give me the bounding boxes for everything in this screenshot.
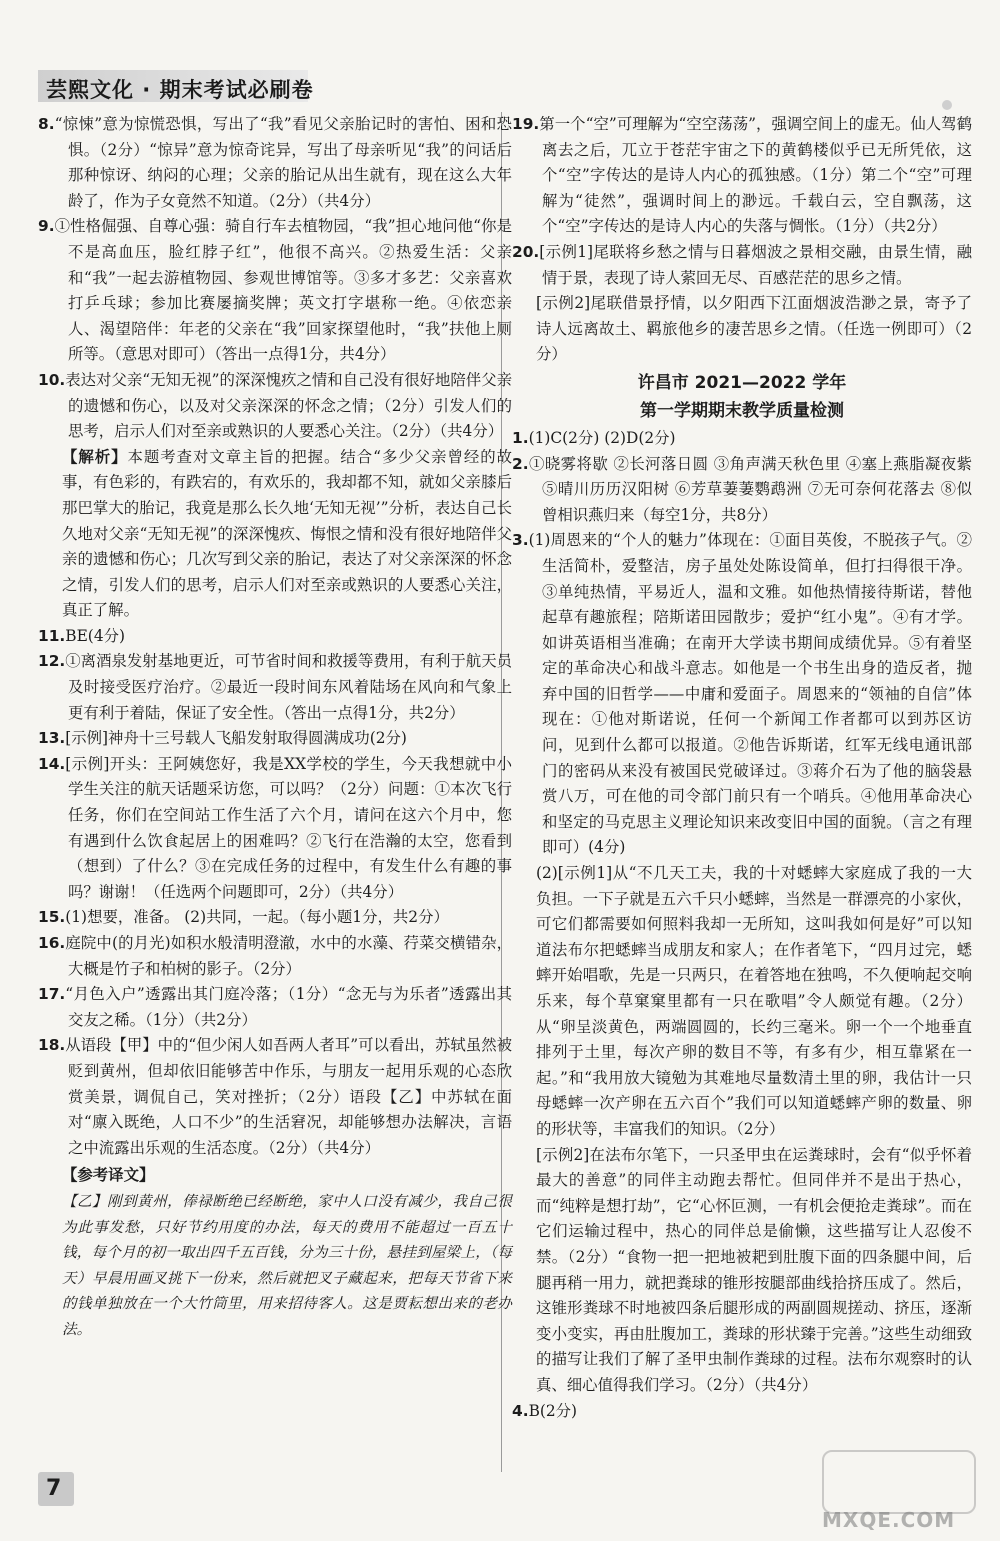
left-column xyxy=(38,112,512,1343)
answer-number: 3. xyxy=(512,531,529,550)
answer-text: BE(4分) xyxy=(65,626,126,645)
answer-number: 17. xyxy=(38,985,66,1004)
analysis-label: 【解析】 xyxy=(62,447,128,466)
answer-17 xyxy=(38,982,512,1033)
answer-number: 4. xyxy=(512,1401,529,1420)
answer-12 xyxy=(38,649,512,726)
answer-text: [示例]开头：王阿姨您好，我是XX学校的学生，今天我想就中小学生关注的航天话题采访您，可以吗？（2分）问题：①本次飞行任务，你们在空间站工作生活了六个月，请问在这六个月中，您有遇到什么饮食起居上的困难吗？②飞行在浩瀚的太空，您看到（想到）了什么？③在完成任务的过程中，有发生什么有趣的事吗？谢谢！（任选两个问题即可，2分）（共4分） xyxy=(65,754,512,901)
answer-text: 第一个“空”可理解为“空空荡荡”，强调空间上的虚无。仙人驾鹤离去之后，兀立于苍茫宇宙之下的黄鹤楼似乎已无所凭依，这个“空”字传达的是诗人内心的孤独感。（1分）第二个“空”可理解为“徒然”，强调时间上的渺远。千载白云，空自飘荡，这个“空”字传达的是诗人内心的失落与惆怅。（1分）（共2分） xyxy=(539,115,972,236)
section-title-line1: 许昌市 2021—2022 学年 xyxy=(637,372,847,393)
answer-13 xyxy=(38,726,512,752)
answer-number: 11. xyxy=(38,626,66,645)
answer-text: (1)C(2分) (2)D(2分) xyxy=(528,428,676,447)
answer-15 xyxy=(38,905,512,931)
answer-text: [示例]神舟十三号载人飞船发射取得圆满成功(2分) xyxy=(65,729,407,748)
answer-16 xyxy=(38,931,512,982)
answer-number: 15. xyxy=(38,908,66,927)
answer-number: 8. xyxy=(38,115,55,133)
answer-3 xyxy=(512,528,972,861)
answer-text: 表达对父亲“无知无视”的深深愧疚之情和自己没有很好地陪伴父亲的遗憾和伤心，以及对父亲深深的怀念之情；（2分）引发人们的思考，启示人们对至亲或熟识的人要悉心关注。（2分）（共4分） xyxy=(65,370,512,441)
answer-number: 13. xyxy=(38,729,66,748)
watermark-logo-icon xyxy=(822,1450,976,1514)
answer-text: B(2分) xyxy=(528,1401,578,1420)
answer-text: 庭院中(的月光)如积水般清明澄澈，水中的水藻、荇菜交横错杂，大概是竹子和柏树的影子。（2分） xyxy=(65,934,512,978)
analysis-10 xyxy=(38,445,512,624)
header-title: 芸熙文化 · 期末考试必刷卷 xyxy=(46,78,314,102)
answer-1 xyxy=(512,426,972,452)
translation-label: 【参考译文】 xyxy=(62,1166,155,1185)
answer-text: [示例1]尾联将乡愁之情与日暮烟波之景相交融，由景生情，融情于景，表现了诗人萦回无尽、百感茫茫的思乡之情。 xyxy=(539,242,972,287)
answer-number: 2. xyxy=(512,454,529,473)
answer-number: 1. xyxy=(512,428,529,447)
answer-11 xyxy=(38,624,512,650)
answer-number: 18. xyxy=(38,1036,66,1055)
answer-18 xyxy=(38,1033,512,1161)
answer-text: ①离酒泉发射基地更近，可节省时间和救援等费用，有利于航天员及时接受医疗治疗。②最近一段时间东风着陆场在风向和气象上更有利于着陆，保证了安全性。（答出一点得1分，共2分） xyxy=(65,652,512,722)
answer-text: 从语段【甲】中的“但少闲人如吾两人者耳”可以看出，苏轼虽然被贬到黄州，但却依旧能够苦中作乐，与朋友一起用乐观的心态欣赏美景，调侃自己，笑对挫折；（2分）语段【乙】中苏轼在面对“廪入既绝，人口不少”的生活窘况，却能够想办法解决，言语之中流露出乐观的生活态度。（2分）（共4分） xyxy=(65,1036,512,1157)
answer-14 xyxy=(38,752,512,906)
answer-text: ①性格倔强、自尊心强：骑自行车去植物园，“我”担心地问他“你是不是高血压，脸红脖子红”，他很不高兴。②热爱生活：父亲和“我”一起去游植物园、参观世博馆等。③多才多艺：父亲喜欢打乒乓球；参加比赛屡摘奖牌；英文打字堪称一绝。④依恋亲人、渴望陪伴：年老的父亲在“我”回家探望他时，“我”扶他上厕所等。（意思对即可）（答出一点得1分，共4分） xyxy=(54,217,512,364)
answer-20 xyxy=(512,240,972,291)
section-title-line2: 第一学期期末教学质量检测 xyxy=(640,400,844,421)
answer-3-part-2: (2)[示例1]从“不几天工夫，我的十对蟋蟀大家庭成了我的一大负担。一下子就是五六千只小蟋蟀，当然是一群漂亮的小家伙，可它们都需要如何照料我却一无所知，这叫我如何是好”可以知道法布尔把蟋蟀当成朋友和家人；在作者笔下，“四月过完，蟋蟀开始唱歌，先是一只两只，在着答地在独鸣，不久便响起交响乐来，每个草窠窠里都有一只在歌唱”令人颇觉有趣。（2分）从“卵呈淡黄色，两端圆圆的，长约三毫米。卵一个一个地垂直排列于土里，每次产卵的数目不等，有多有少，相互靠紧在一起。”和“我用放大镜勉为其难地尽量数清土里的卵，我估计一只母蟋蟀一次产卵在五六百个”我们可以知道蟋蟀产卵的数量、卵的形状等，丰富我们的知识。（2分） xyxy=(536,864,972,1138)
answer-20-example-2: [示例2]尾联借景抒情，以夕阳西下江面烟波浩渺之景，寄予了诗人远离故土、羁旅他乡的凄苦思乡之情。（任选一例即可）（2分） xyxy=(536,294,972,364)
answer-8 xyxy=(38,112,512,214)
answer-text: ①晓雾将歇 ②长河落日圆 ③角声满天秋色里 ④塞上燕脂凝夜紫 ⑤晴川历历汉阳树 ⑥芳草萋萋鹦鹉洲 ⑦无可奈何花落去 ⑧似曾相识燕归来（每空1分，共8分） xyxy=(528,454,972,524)
page-number: 7 xyxy=(46,1476,62,1501)
answer-19 xyxy=(512,112,972,240)
answer-9 xyxy=(38,214,512,368)
answer-number: 20. xyxy=(512,242,540,261)
translation-text: 【乙】刚到黄州，俸禄断绝已经断绝，家中人口没有减少，我自己很为此事发愁，只好节约用度的办法，每天的费用不能超过一百五十钱，每个月的初一取出四千五百钱，分为三十份，悬挂到屋梁上，（每天）早晨用画叉挑下一份来，然后就把叉子藏起来，把每天节省下来的钱单独放在一个大竹筒里，用来招待客人。这是贾耘想出来的老办法。 xyxy=(62,1192,512,1338)
right-column xyxy=(512,112,972,1424)
answer-text: “月色入户”透露出其门庭冷落；（1分）“念无与为乐者”透露出其交友之稀。（1分）（共2分） xyxy=(65,985,512,1029)
answer-number: 12. xyxy=(38,652,66,671)
answer-text: (1)周恩来的“个人的魅力”体现在：①面目英俊，不脱孩子气。②生活简朴，爱整洁，房子虽处处陈设简单，但打扫得很干净。③单纯热情，平易近人，温和文雅。如他热情接待斯诺，替他起草有趣旅程；陪斯诺田园散步；爱护“红小鬼”。④有才学。如讲英语相当准确；在南开大学读书期间成绩优异。⑤有着坚定的革命决心和战斗意志。如他是一个书生出身的造反者，抛弃中国的旧哲学——中庸和爱面子。周恩来的“领袖的自信”体现在：①他对斯诺说，任何一个新闻工作者都可以到苏区访问，见到什么都可以报道。②他告诉斯诺，红军无线电通讯部门的密码从来没有被国民党破译过。③蒋介石为了他的脑袋悬赏八万，可在他的司令部门前只有一个哨兵。④他用革命决心和坚定的马克思主义理论知识来改变旧中国的面貌。（言之有理即可）(4分) xyxy=(528,531,972,857)
answer-number: 16. xyxy=(38,934,66,952)
watermark-text: MXQE.COM xyxy=(822,1508,956,1532)
analysis-text: 本题考查对文章主旨的把握。结合“多少父亲曾经的故事，有色彩的，有跌宕的，有欢乐的，我却都不知，就如父亲膝后那巴掌大的胎记，我竟是那么长久地‘无知无视’”分析，表达自己长久地对父亲“无知无视”的深深愧疚、悔恨之情和没有很好地陪伴父亲的遗憾和伤心；几次写到父亲的胎记，表达了对父亲深深的怀念之情，引发人们的思考，启示人们对至亲或熟识的人要悉心关注，真正了解。 xyxy=(62,447,512,620)
answer-10 xyxy=(38,368,512,445)
answer-number: 10. xyxy=(38,370,66,389)
answer-4 xyxy=(512,1399,972,1425)
answer-number: 14. xyxy=(38,754,66,773)
answer-number: 9. xyxy=(38,217,55,236)
answer-number: 19. xyxy=(512,115,540,133)
answer-2 xyxy=(512,452,972,529)
decorative-dot xyxy=(942,100,952,110)
answer-text: (1)想要，准备。 (2)共同，一起。（每小题1分，共2分） xyxy=(65,908,449,927)
answer-text: “惊悚”意为惊慌恐惧，写出了“我”看见父亲胎记时的害怕、困和恐惧。（2分）“惊异”意为惊奇诧异，写出了母亲听见“我”的问话后那种惊讶、纳闷的心理；父亲的胎记从出生就有，现在这么大年龄了，作为子女竟然不知道。（2分）（共4分） xyxy=(54,115,512,210)
answer-3-example-2: [示例2]在法布尔笔下，一只圣甲虫在运粪球时，会有“似乎怀着最大的善意”的同伴主动跑去帮忙。但同伴并不是出于热心，而“纯粹是想打劫”，它“心怀叵测，一有机会便抢走粪球”。而在它们运输过程中，热心的同伴总是偷懒，这些描写让人忍俊不禁。（2分）“食物一把一把地被耙到肚腹下面的四条腿中间，后腿再稍一用力，就把粪球的锥形按腿部曲线拾挤压成了。然后，这锥形粪球不时地被四条后腿形成的两副圆规搓动、挤压，逐渐变小变实，再由肚腹加工，粪球的形状臻于完善。”这些生动细致的描写让我们了解了圣甲虫制作粪球的过程。法布尔观察时的认真、细心值得我们学习。（2分）（共4分） xyxy=(536,1145,972,1394)
